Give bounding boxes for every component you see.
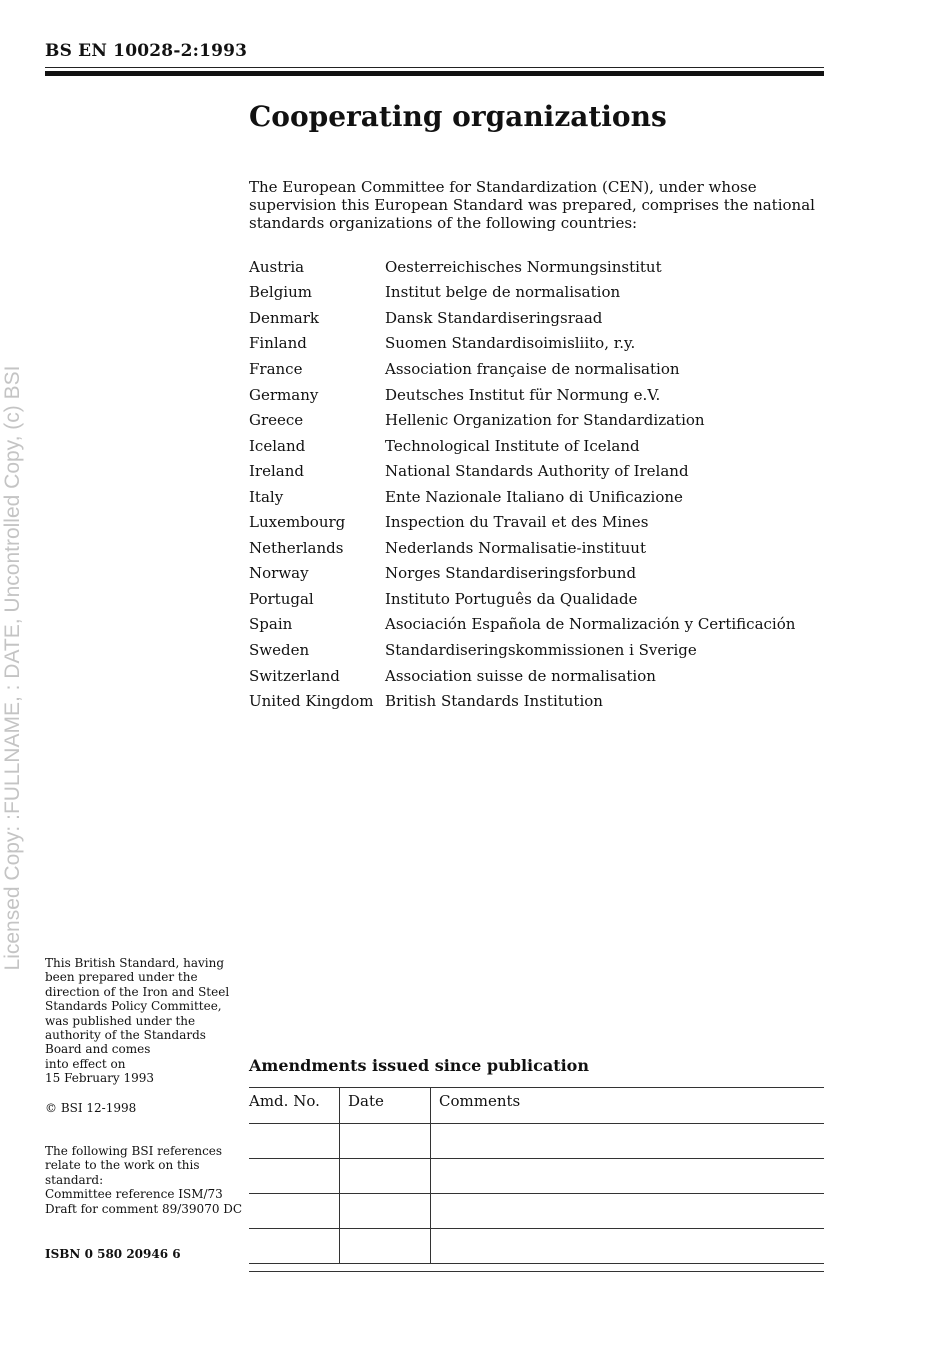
column-header-date: Date [340,1088,431,1124]
organization-name: Asociación Española de Normalización y Certificación [385,615,796,634]
country-name: Spain [249,615,293,634]
organization-name: Institut belge de normalisation [385,283,621,302]
reference-line: Committee reference ISM/73 [45,1187,223,1202]
organization-name: Standardiseringskommissionen i Sverige [385,640,697,659]
column-header-amd-no: Amd. No. [249,1092,320,1110]
organization-name: Norges Standardiseringsforbund [385,564,637,583]
table-cell [431,1124,825,1159]
country-name: Netherlands [249,538,344,557]
copyright-notice: © BSI 12-1998 [45,1101,137,1115]
country-name: Denmark [249,308,319,327]
table-header-row [249,1088,824,1124]
organization-name: Hellenic Organization for Standardization [385,411,705,430]
list-item [249,331,829,357]
list-item [249,382,829,408]
list-item [249,535,829,561]
table-cell [249,1229,340,1264]
reference-line: standard: [45,1172,104,1187]
intro-paragraph [249,178,829,232]
list-item [249,561,829,587]
organization-name: Ente Nazionale Italiano di Unificazione [385,487,683,506]
country-name: Italy [249,487,284,506]
organization-list [249,254,829,714]
header-rule-thin [45,67,824,68]
reference-line: The following BSI references [45,1144,223,1158]
license-watermark: Licensed Copy: :FULLNAME, : DATE, Uncontrolled Copy, (c) BSI [1,365,24,971]
list-item [249,433,829,459]
organization-name: National Standards Authority of Ireland [385,462,689,481]
note-line: Board and comes [45,1042,151,1057]
table-cell [249,1194,340,1229]
amendments-table [249,1087,824,1264]
list-item [249,280,829,306]
organization-name: Deutsches Institut für Normung e.V. [385,385,661,404]
reference-line: relate to the work on this [45,1158,200,1173]
country-name: France [249,359,303,378]
list-item [249,407,829,433]
intro-line: organizations of the following countries: [329,214,638,232]
list-item [249,637,829,663]
intro-line: this European Standard was prepared, comprises the national standards [249,196,815,232]
list-item [249,509,829,535]
table-cell [249,1159,340,1194]
country-name: Portugal [249,589,314,608]
table-row [249,1124,824,1159]
organization-name: Suomen Standardisoimisliito, r.y. [385,334,636,353]
country-name: United Kingdom [249,692,374,711]
country-name: Norway [249,564,309,583]
country-name: Ireland [249,462,304,481]
table-cell [431,1194,825,1229]
country-name: Luxembourg [249,513,346,532]
bsi-references [45,1144,243,1216]
organization-name: Technological Institute of Iceland [385,436,640,455]
country-name: Greece [249,411,304,430]
list-item [249,254,829,280]
list-item [249,663,829,689]
footer-rule [249,1271,824,1272]
note-line: into effect on [45,1056,126,1071]
header-rule-thick [45,71,824,76]
table-row [249,1229,824,1264]
organization-name: Association suisse de normalisation [385,666,656,685]
table-cell [340,1194,431,1229]
list-item [249,484,829,510]
list-item [249,688,829,714]
table-cell [249,1124,340,1159]
organization-name: British Standards Institution [385,692,603,711]
table-row [249,1194,824,1229]
organization-name: Dansk Standardiseringsraad [385,308,603,327]
column-header-comments: Comments [431,1088,825,1124]
list-item [249,458,829,484]
note-line: was published under the [45,1013,196,1028]
list-item [249,586,829,612]
document-id: BS EN 10028-2:1993 [45,41,248,61]
note-line: Standards Policy Committee, [45,999,222,1014]
table-cell [431,1159,825,1194]
list-item [249,305,829,331]
note-line: direction of the Iron and Steel [45,984,230,999]
isbn: ISBN 0 580 20946 6 [45,1247,181,1261]
country-name: Belgium [249,283,312,302]
note-line: authority of the Standards [45,1028,206,1043]
organization-name: Instituto Português da Qualidade [385,589,638,608]
organization-name: Nederlands Normalisatie-instituut [385,538,646,557]
note-line: been prepared under the [45,970,198,985]
note-line: This British Standard, having [45,956,225,970]
table-cell [340,1124,431,1159]
publication-note [45,956,235,1086]
country-name: Austria [249,257,305,276]
organization-name: Association française de normalisation [385,359,680,378]
list-item [249,356,829,382]
table-cell [340,1229,431,1264]
page-title: Cooperating organizations [249,100,667,133]
amendments-title: Amendments issued since publication [249,1056,589,1075]
country-name: Switzerland [249,666,340,685]
organization-name: Oesterreichisches Normungsinstitut [385,257,662,276]
table-cell [340,1159,431,1194]
country-name: Germany [249,385,319,404]
organization-name: Inspection du Travail et des Mines [385,513,649,532]
country-name: Iceland [249,436,306,455]
list-item [249,612,829,638]
country-name: Sweden [249,640,310,659]
intro-line: The European Committee for Standardization (CEN), under whose supervision [249,178,757,214]
table-row [249,1159,824,1194]
table-cell [431,1229,825,1264]
note-line: 15 February 1993 [45,1071,155,1086]
country-name: Finland [249,334,307,353]
reference-line: Draft for comment 89/39070 DC [45,1201,243,1216]
